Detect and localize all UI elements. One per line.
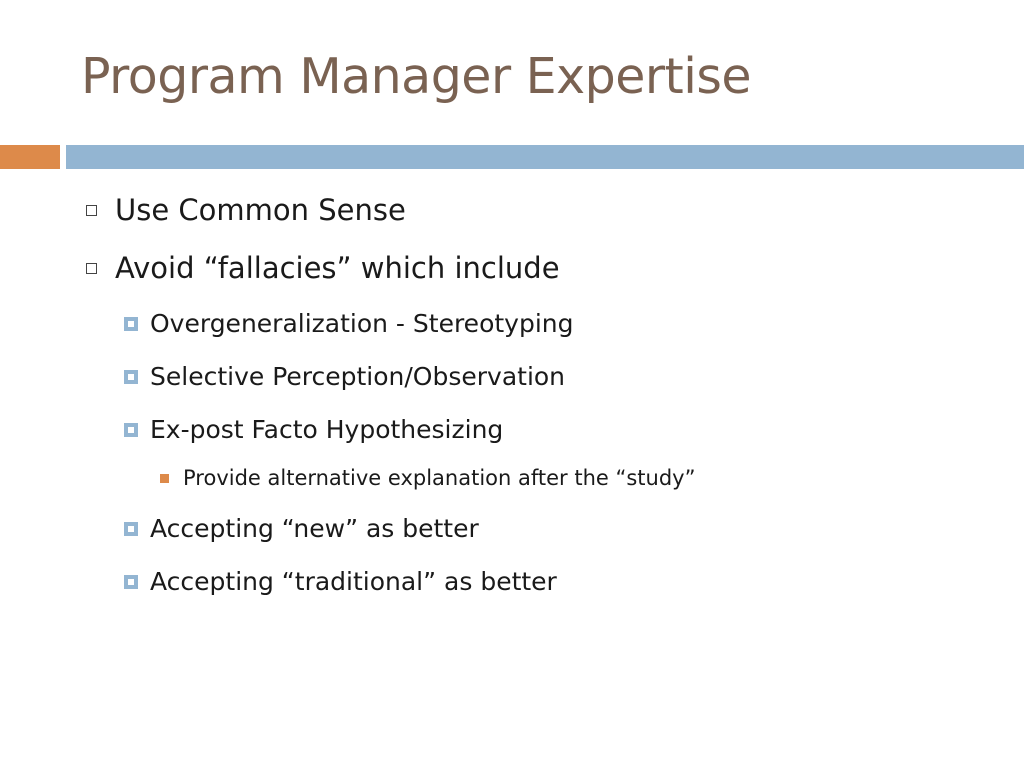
sub-bullet-item xyxy=(124,567,557,596)
square-bullet-icon xyxy=(124,423,138,437)
bullet-item xyxy=(86,251,560,285)
sub-bullet-item xyxy=(124,514,479,543)
sub-bullet-item xyxy=(124,362,565,391)
slide-title: Program Manager Expertise xyxy=(81,48,752,105)
square-bullet-icon xyxy=(124,575,138,589)
sub-sub-bullet-item xyxy=(160,466,695,490)
bullet-text: Provide alternative explanation after the “study” xyxy=(183,466,696,490)
bullet-text: Accepting “new” as better xyxy=(150,514,479,543)
filled-square-bullet-icon xyxy=(160,474,169,483)
square-bullet-icon xyxy=(124,370,138,384)
square-bullet-icon xyxy=(124,317,138,331)
sub-bullet-item xyxy=(124,309,574,338)
bullet-text: Selective Perception/Observation xyxy=(150,362,566,391)
bullet-text: Avoid “fallacies” which include xyxy=(115,251,560,285)
hollow-square-bullet-icon xyxy=(86,263,97,274)
bullet-item xyxy=(86,193,406,227)
sub-bullet-item xyxy=(124,415,503,444)
square-bullet-icon xyxy=(124,522,138,536)
bullet-text: Ex-post Facto Hypothesizing xyxy=(150,415,504,444)
bullet-text: Accepting “traditional” as better xyxy=(150,567,557,596)
hollow-square-bullet-icon xyxy=(86,205,97,216)
bullet-text: Overgeneralization - Stereotyping xyxy=(150,309,574,338)
bullet-text: Use Common Sense xyxy=(115,193,406,227)
